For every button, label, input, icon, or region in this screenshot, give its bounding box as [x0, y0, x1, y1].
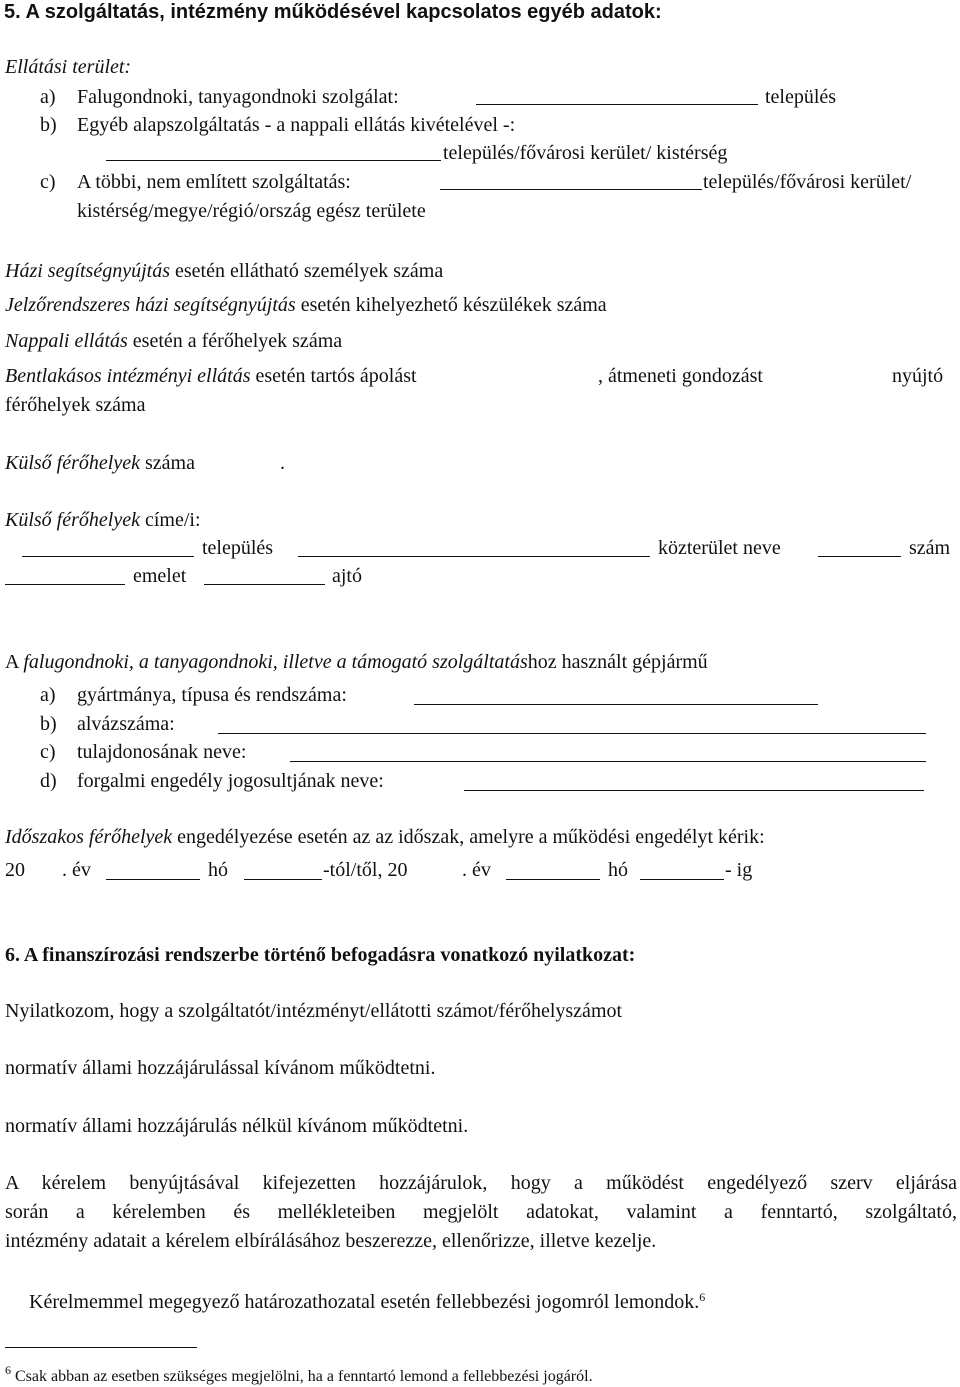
footnote — [5, 1364, 593, 1385]
option-with-subsidy[interactable]: normatív állami hozzájárulással kívánom működtetni. — [5, 1057, 436, 1079]
month-1-blank[interactable] — [106, 879, 200, 880]
settlement-label: település — [202, 537, 274, 559]
option-without-subsidy[interactable]: normatív állami hozzájárulás nélkül kívánom működtetni. — [5, 1115, 469, 1137]
external-count-rest: száma — [139, 452, 195, 474]
residential-line-1 — [5, 366, 417, 386]
door-label: ajtó — [332, 565, 362, 587]
temporary-year-1: 20 — [5, 859, 25, 881]
temporary-intro — [5, 827, 765, 847]
external-count-label: Külső férőhelyek — [5, 452, 140, 474]
vehicle-d-blank[interactable] — [464, 790, 924, 791]
appeal-footnote-ref[interactable]: 6 — [699, 1290, 706, 1304]
number-blank[interactable] — [818, 556, 901, 557]
vehicle-a-text: gyártmánya, típusa és rendszáma: — [77, 684, 347, 706]
item-a-prefix: a) — [40, 86, 56, 108]
item-b-blank[interactable] — [106, 160, 441, 161]
vehicle-c-blank[interactable] — [290, 761, 926, 762]
residential-part-1: esetén tartós ápolást — [250, 365, 417, 387]
vehicle-b-text: alvázszáma: — [77, 713, 175, 735]
external-address-italic: Külső férőhelyek — [5, 509, 140, 531]
temporary-ev-2: . év — [462, 859, 491, 881]
appeal-waiver — [29, 1291, 705, 1312]
temporary-tol: -tól/től, 20 — [323, 859, 408, 881]
street-blank[interactable] — [298, 556, 650, 557]
vehicle-a-blank[interactable] — [414, 704, 818, 705]
item-b-prefix: b) — [40, 114, 57, 136]
home-help-count — [5, 261, 443, 281]
declaration-text: Nyilatkozom, hogy a szolgáltatót/intézményt/ellátotti számot/férőhelyszámot — [5, 1000, 623, 1022]
signal-system-rest: esetén kihelyezhető készülékek száma — [295, 294, 607, 316]
item-a-blank[interactable] — [476, 104, 758, 105]
item-b-suffix: település/fővárosi kerület/ kistérség — [443, 142, 728, 164]
vehicle-intro-2: hoz használt gépjármű — [527, 651, 708, 673]
signal-system-count — [5, 295, 607, 315]
vehicle-c-text: tulajdonosának neve: — [77, 741, 247, 763]
service-area-label: Ellátási terület: — [5, 56, 132, 78]
vehicle-b-blank[interactable] — [218, 733, 926, 734]
vehicle-intro-italic: falugondnoki, a tanyagondnoki, illetve a támogató szolgáltatás — [23, 651, 528, 673]
external-count — [5, 453, 195, 473]
month-2-blank[interactable] — [506, 879, 600, 880]
item-c-suffix: település/fővárosi kerület/ — [703, 171, 912, 193]
section-6-heading: 6. A finanszírozási rendszerbe történő befogadásra vonatkozó nyilatkozat: — [5, 944, 636, 966]
item-a-suffix: település — [765, 86, 837, 108]
section-5-heading: 5. A szolgáltatás, intézmény működésével kapcsolatos egyéb adatok: — [4, 1, 662, 23]
external-count-dot: . — [280, 452, 285, 474]
home-help-label: Házi segítségnyújtás — [5, 260, 170, 282]
vehicle-d-prefix: d) — [40, 770, 57, 792]
settlement-blank[interactable] — [22, 556, 194, 557]
day-care-rest: esetén a férőhelyek száma — [127, 330, 343, 352]
item-c-blank[interactable] — [440, 189, 702, 190]
vehicle-c-prefix: c) — [40, 741, 56, 763]
consent-line-2: során a kérelemben és mellékleteiben megjelölt adatokat, valamint a fenntartó, szolgáltató, — [5, 1201, 957, 1223]
street-label: közterület neve — [658, 537, 781, 559]
floor-label: emelet — [133, 565, 187, 587]
residential-label: Bentlakásos intézményi ellátás — [5, 365, 251, 387]
external-address-rest: címe/i: — [139, 509, 201, 531]
vehicle-d-text: forgalmi engedély jogosultjának neve: — [77, 770, 384, 792]
floor-blank[interactable] — [5, 584, 125, 585]
consent-line-1: A kérelem benyújtásával kifejezetten hozzájárulok, hogy a működést engedélyező szerv eljárása — [5, 1172, 957, 1194]
vehicle-b-prefix: b) — [40, 713, 57, 735]
consent-line-3: intézmény adatait a kérelem elbírálásához beszerezze, ellenőrizze, illetve kezelje. — [5, 1230, 657, 1252]
appeal-waiver-text: Kérelmemmel megegyező határozathozatal esetén fellebbezési jogomról lemondok. — [29, 1291, 700, 1313]
item-c-continuation: kistérség/megye/régió/ország egész területe — [77, 200, 426, 222]
home-help-rest: esetén ellátható személyek száma — [170, 260, 444, 282]
external-address-label — [5, 510, 201, 530]
item-b-text: Egyéb alapszolgáltatás - a nappali ellátás kivételével -: — [77, 114, 516, 136]
temporary-ho-2: hó — [608, 859, 628, 881]
day-care-label: Nappali ellátás — [5, 330, 128, 352]
footnote-divider — [5, 1347, 197, 1348]
temporary-ho-1: hó — [208, 859, 228, 881]
vehicle-intro-1: A — [5, 651, 24, 673]
temporary-rest: engedélyezése esetén az az időszak, amelyre a működési engedélyt kérik: — [172, 826, 765, 848]
day-2-blank[interactable] — [640, 879, 724, 880]
temporary-ev-1: . év — [62, 859, 91, 881]
residential-line-2: férőhelyek száma — [5, 394, 146, 416]
temporary-italic: Időszakos férőhelyek — [5, 826, 173, 848]
item-c-text: A többi, nem említett szolgáltatás: — [77, 171, 351, 193]
day-1-blank[interactable] — [244, 879, 322, 880]
footnote-number: 6 — [5, 1363, 11, 1377]
vehicle-intro — [5, 652, 708, 672]
number-label: szám — [909, 537, 951, 559]
residential-part-3: nyújtó — [892, 365, 944, 387]
day-care-count — [5, 331, 342, 351]
vehicle-a-prefix: a) — [40, 684, 56, 706]
item-c-prefix: c) — [40, 171, 56, 193]
door-blank[interactable] — [204, 584, 325, 585]
item-a-text: Falugondnoki, tanyagondnoki szolgálat: — [77, 86, 399, 108]
temporary-ig: - ig — [725, 859, 753, 881]
signal-system-label: Jelzőrendszeres házi segítségnyújtás — [5, 294, 296, 316]
residential-part-2: , átmeneti gondozást — [598, 365, 763, 387]
footnote-text: Csak abban az esetben szükséges megjelölni, ha a fenntartó lemond a fellebbezési jogáról. — [11, 1368, 593, 1385]
